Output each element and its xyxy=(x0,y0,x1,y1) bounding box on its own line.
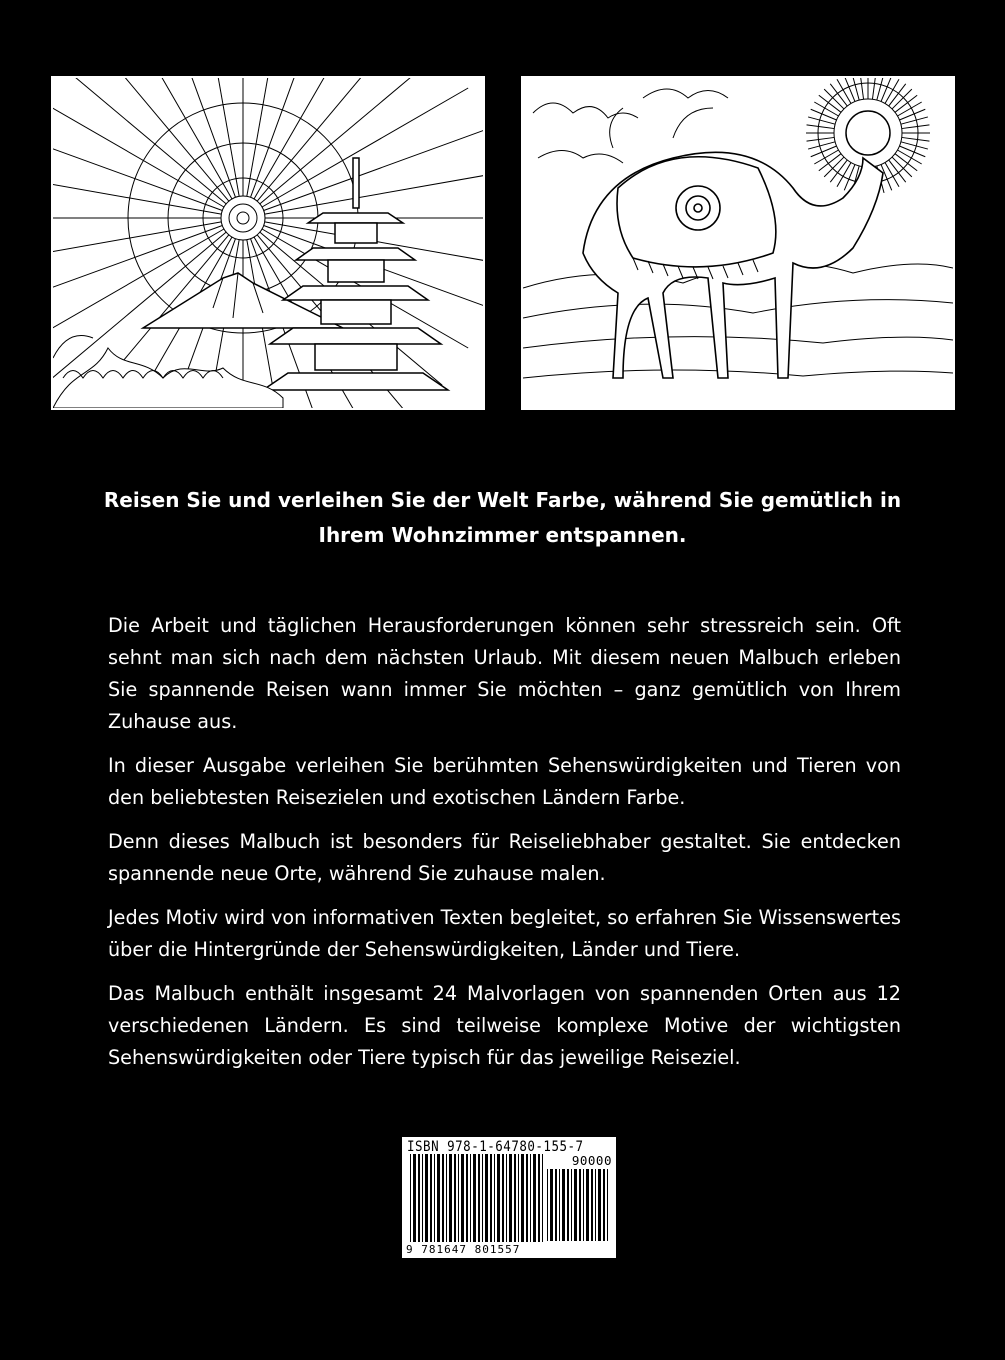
paragraph: Jedes Motiv wird von informativen Texten begleitet, so erfahren Sie Wissenswertes über die Hintergründe der Sehenswürdigkeiten, Länder und Tiere. xyxy=(108,906,901,961)
description xyxy=(108,610,901,1086)
ean-number: 9 781647 801557 xyxy=(406,1243,521,1256)
isbn-barcode xyxy=(402,1137,616,1258)
headline: Reisen Sie und verleihen Sie der Welt Farbe, während Sie gemütlich in Ihrem Wohnzimmer entspannen. xyxy=(103,488,902,547)
camel-sun-desert-icon xyxy=(523,78,953,408)
paragraph: Das Malbuch enthält insgesamt 24 Malvorlagen von spannenden Orten aus 12 verschiedenen Ländern. Es sind teilweise komplexe Motive der wichtigsten Sehenswürdigkeiten oder Tiere typisch für das jeweilige Reiseziel. xyxy=(108,982,901,1069)
paragraph: In dieser Ausgabe verleihen Sie berühmten Sehenswürdigkeiten und Tieren von den beliebtesten Reisezielen und exotischen Ländern Farbe. xyxy=(108,754,901,809)
paragraph: Die Arbeit und täglichen Herausforderungen können sehr stressreich sein. Oft sehnt man sich nach dem nächsten Urlaub. Mit diesem neuen Malbuch erleben Sie spannende Reisen wann immer Sie möchten – ganz gemütlich von Ihrem Zuhause aus. xyxy=(108,614,901,733)
barcode-bars-icon xyxy=(410,1154,544,1242)
paragraph: Denn dieses Malbuch ist besonders für Reiseliebhaber gestaltet. Sie entdecken spannende neue Orte, während Sie zuhause malen. xyxy=(108,830,901,885)
pagoda-mountain-illustration xyxy=(51,76,485,410)
pagoda-mountain-mandala-icon xyxy=(53,78,483,408)
price-code: 90000 xyxy=(571,1153,612,1168)
isbn-number: ISBN 978-1-64780-155-7 xyxy=(407,1138,584,1155)
camel-desert-illustration xyxy=(521,76,955,410)
addon-barcode-bars-icon xyxy=(547,1169,609,1241)
